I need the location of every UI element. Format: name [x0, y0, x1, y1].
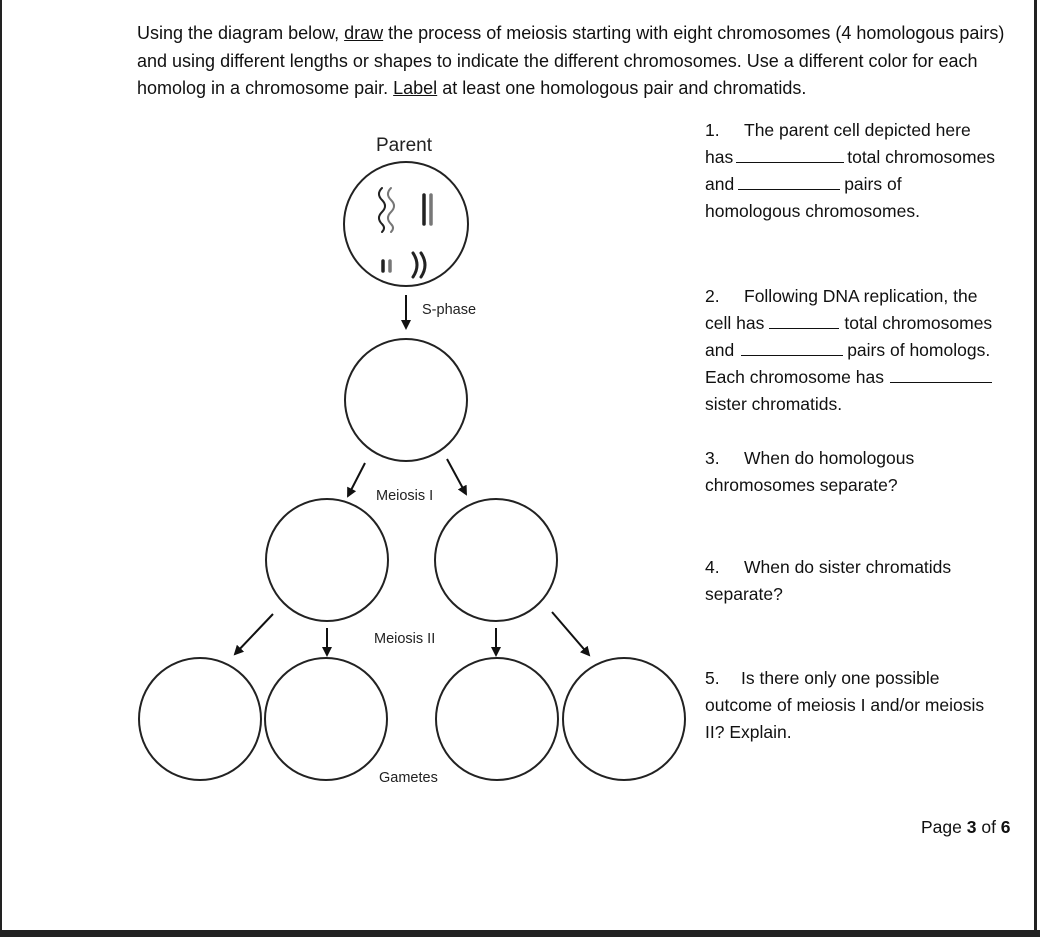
meiosis2-arrow-1: [235, 614, 273, 654]
q2-chromatids-blank[interactable]: [890, 367, 992, 383]
meiosis2-label: Meiosis II: [374, 631, 436, 647]
gamete-cell-1: [139, 658, 261, 780]
gamete-cell-3: [436, 658, 558, 780]
q1-pairs-blank[interactable]: [738, 174, 840, 190]
page-number: Page 3 of 6: [921, 817, 1011, 837]
replicated-cell: [345, 339, 467, 461]
question-5: 5. Is there only one possible outcome of meiosis I and/or meiosis II? Explain.: [705, 668, 985, 742]
parent-chromosomes: [379, 188, 431, 277]
parent-label: Parent: [376, 135, 432, 156]
sphase-label: S-phase: [422, 302, 477, 318]
meiosis1-arrow-left: [348, 463, 365, 496]
instructions-paragraph: Using the diagram below, draw the process of meiosis starting with eight chromosomes (4 homologous pairs) and using different lengths or shapes to indicate the different chromosomes. Use a different color for each homolog in a chromosome pair. Label at least one homologous pair and chromatids.: [137, 23, 1005, 98]
q1-total-blank[interactable]: [736, 147, 844, 163]
draw-underlined: draw: [344, 23, 384, 43]
meiosis2-arrow-4: [552, 612, 589, 655]
label-underlined: Label: [393, 78, 438, 98]
parent-cell: [344, 162, 468, 286]
meiosis1-cell-right: [435, 499, 557, 621]
gamete-cell-4: [563, 658, 685, 780]
gamete-cell-2: [265, 658, 387, 780]
question-2: 2. Following DNA replication, the cell has total chromosomes and pairs of homologs. Each chromosome has sister chromatids.: [705, 286, 993, 414]
question-3: 3. When do homologous chromosomes separate?: [705, 448, 915, 495]
gametes-label: Gametes: [379, 770, 438, 786]
meiosis1-cell-left: [266, 499, 388, 621]
meiosis1-label: Meiosis I: [376, 488, 434, 504]
question-4: 4. When do sister chromatids separate?: [705, 557, 952, 604]
meiosis1-arrow-right: [447, 459, 466, 494]
q2-total-blank[interactable]: [769, 313, 839, 329]
question-1: 1. The parent cell depicted here has total chromosomes and pairs of homologous chromosomes.: [705, 120, 996, 221]
q2-pairs-blank[interactable]: [741, 340, 843, 356]
